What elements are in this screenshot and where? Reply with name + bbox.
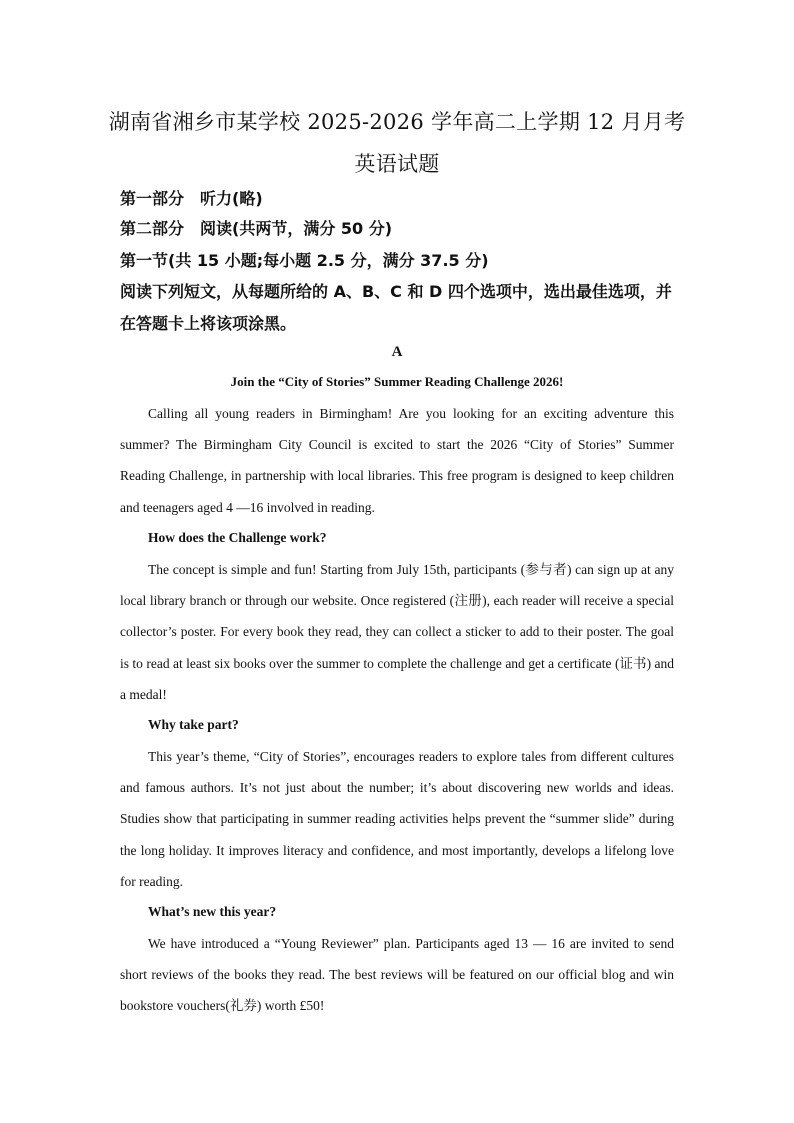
section1-heading: 第一节(共 15 小题;每小题 2.5 分，满分 37.5 分) <box>120 251 489 270</box>
paragraph-whats-new: We have introduced a “Young Reviewer” plan. Participants aged 13 — 16 are invited to send short reviews of the books they read. The best reviews will be featured on our official blog and win bookstore vouchers(礼券) worth £50! <box>120 936 674 1014</box>
heading-how-it-works: How does the Challenge work? <box>148 530 327 545</box>
passage-title: Join the “City of Stories” Summer Reading Challenge 2026! <box>230 374 564 389</box>
instruction-line1: 阅读下列短文，从每题所给的 A、B、C 和 D 四个选项中，选出最佳选项，并 <box>120 282 672 301</box>
exam-title-line1: 湖南省湘乡市某学校 2025-2026 学年高二上学期 12 月月考 <box>108 110 686 134</box>
passage-intro: Calling all young readers in Birmingham! Are you looking for an exciting adventure this summer? The Birmingham City Council is excited to start the 2026 “City of Stories” Summer Reading Challenge, in partnership with local libraries. This free program is designed to keep children and teenagers aged 4 —16 involved in reading. <box>120 406 674 515</box>
paragraph-why-take-part: This year’s theme, “City of Stories”, encourages readers to explore tales from different cultures and famous authors. It’s not just about the number; it’s about discovering new worlds and ideas. Studies show that participating in summer reading activities helps prevent the “summer slide” during the long holiday. It improves literacy and confidence, and most importantly, develops a lifelong love for reading. <box>120 749 674 889</box>
heading-why-take-part: Why take part? <box>148 717 239 732</box>
exam-title-line2: 英语试题 <box>354 152 440 176</box>
part1-heading: 第一部分 听力(略) <box>120 189 263 208</box>
heading-whats-new: What’s new this year? <box>148 904 277 919</box>
passage-label: A <box>391 344 403 360</box>
part2-heading: 第二部分 阅读(共两节，满分 50 分) <box>120 219 393 238</box>
paragraph-how-it-works: The concept is simple and fun! Starting from July 15th, participants (参与者) can sign up at any local library branch or through our website. Once registered (注册), each reader will receive a special collector’s poster. For every book they read, they can collect a sticker to add to their poster. The goal is to read at least six books over the summer to complete the challenge and get a certificate (证书) and a medal! <box>120 562 674 702</box>
instruction-line2: 在答题卡上将该项涂黑。 <box>120 314 297 333</box>
